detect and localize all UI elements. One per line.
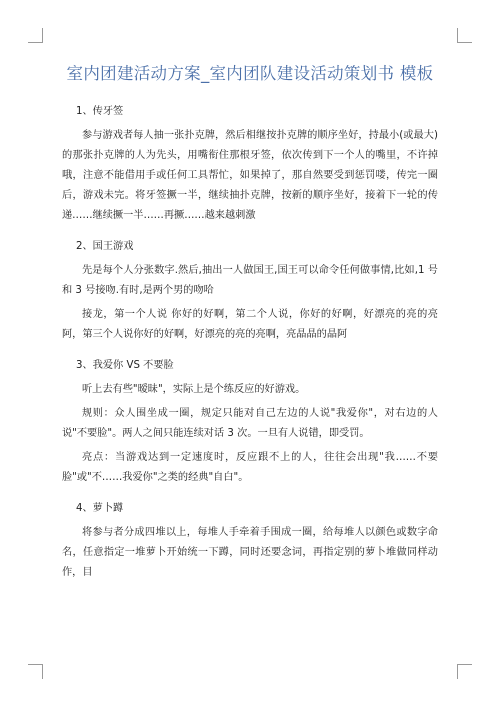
crop-mark-bottom-right (457, 664, 472, 679)
section-heading: 2、国王游戏 (76, 241, 134, 252)
paragraph: 参与游戏者每人抽一张扑克牌，然后相继按扑克牌的顺序坐好，持最小(或最大)的那张扑克牌的人为先头，用嘴衔住那根牙签，依次传到下一个人的嘴里，不许掉哦，注意不能借用手或任何工具帮忙，如果掉了，那自然要受到惩罚喽，传完一圈后，游戏未完。将牙签撅一半，继续抽扑克牌，按新的顺序坐好，接着下一轮的传递……继续撅一半……再撅……越来越刺激 (62, 130, 438, 221)
paragraph: 将参与者分成四堆以上，每堆人手牵着手围成一圈，给每堆人以颜色或数字命名，任意指定一堆萝卜开始统一下蹲，同时还要念词，再指定别的萝卜堆做同样动作，目 (62, 527, 438, 578)
crop-mark-top-right (457, 28, 472, 43)
section-king-game (62, 237, 438, 345)
crop-mark-bottom-left (28, 664, 43, 679)
section-heading: 4、萝卜蹲 (76, 503, 124, 514)
section-heading: 1、传牙签 (76, 106, 124, 117)
paragraph: 先是每个人分张数字.然后,抽出一人做国王,国王可以命令任何做事情,比如,1 号和 3 号接吻.有时,是两个男的吻哈 (62, 265, 438, 296)
paragraph: 听上去有些"暧昧"，实际上是个练反应的好游戏。 (82, 384, 306, 395)
section-love-you-vs-shameless (62, 356, 438, 488)
paragraph: 接龙，第一个人说 你好的好啊，第二个人说，你好的好啊，好漂亮的亮的亮阿，第三个人说你好的好啊，好漂亮的亮的亮啊，亮晶晶的晶阿 (62, 309, 438, 340)
section-pass-toothpick (62, 102, 438, 226)
crop-mark-top-left (28, 28, 43, 43)
document-title: 室内团建活动方案_室内团队建设活动策划书 模板 (66, 64, 434, 83)
document-page (62, 62, 438, 587)
paragraph: 亮点：当游戏达到一定速度时，反应跟不上的人，往往会出现"我……不要脸"或"不……我爱你"之类的经典"自白"。 (62, 452, 438, 483)
section-heading: 3、我爱你 VS 不要脸 (76, 360, 174, 371)
document-body (62, 102, 438, 583)
paragraph: 规则：众人围坐成一圈，规定只能对自己左边的人说"我爱你"，对右边的人说"不要脸"。两人之间只能连续对话 3 次。一旦有人说错，即受罚。 (62, 408, 438, 439)
section-radish-squat (62, 499, 438, 583)
